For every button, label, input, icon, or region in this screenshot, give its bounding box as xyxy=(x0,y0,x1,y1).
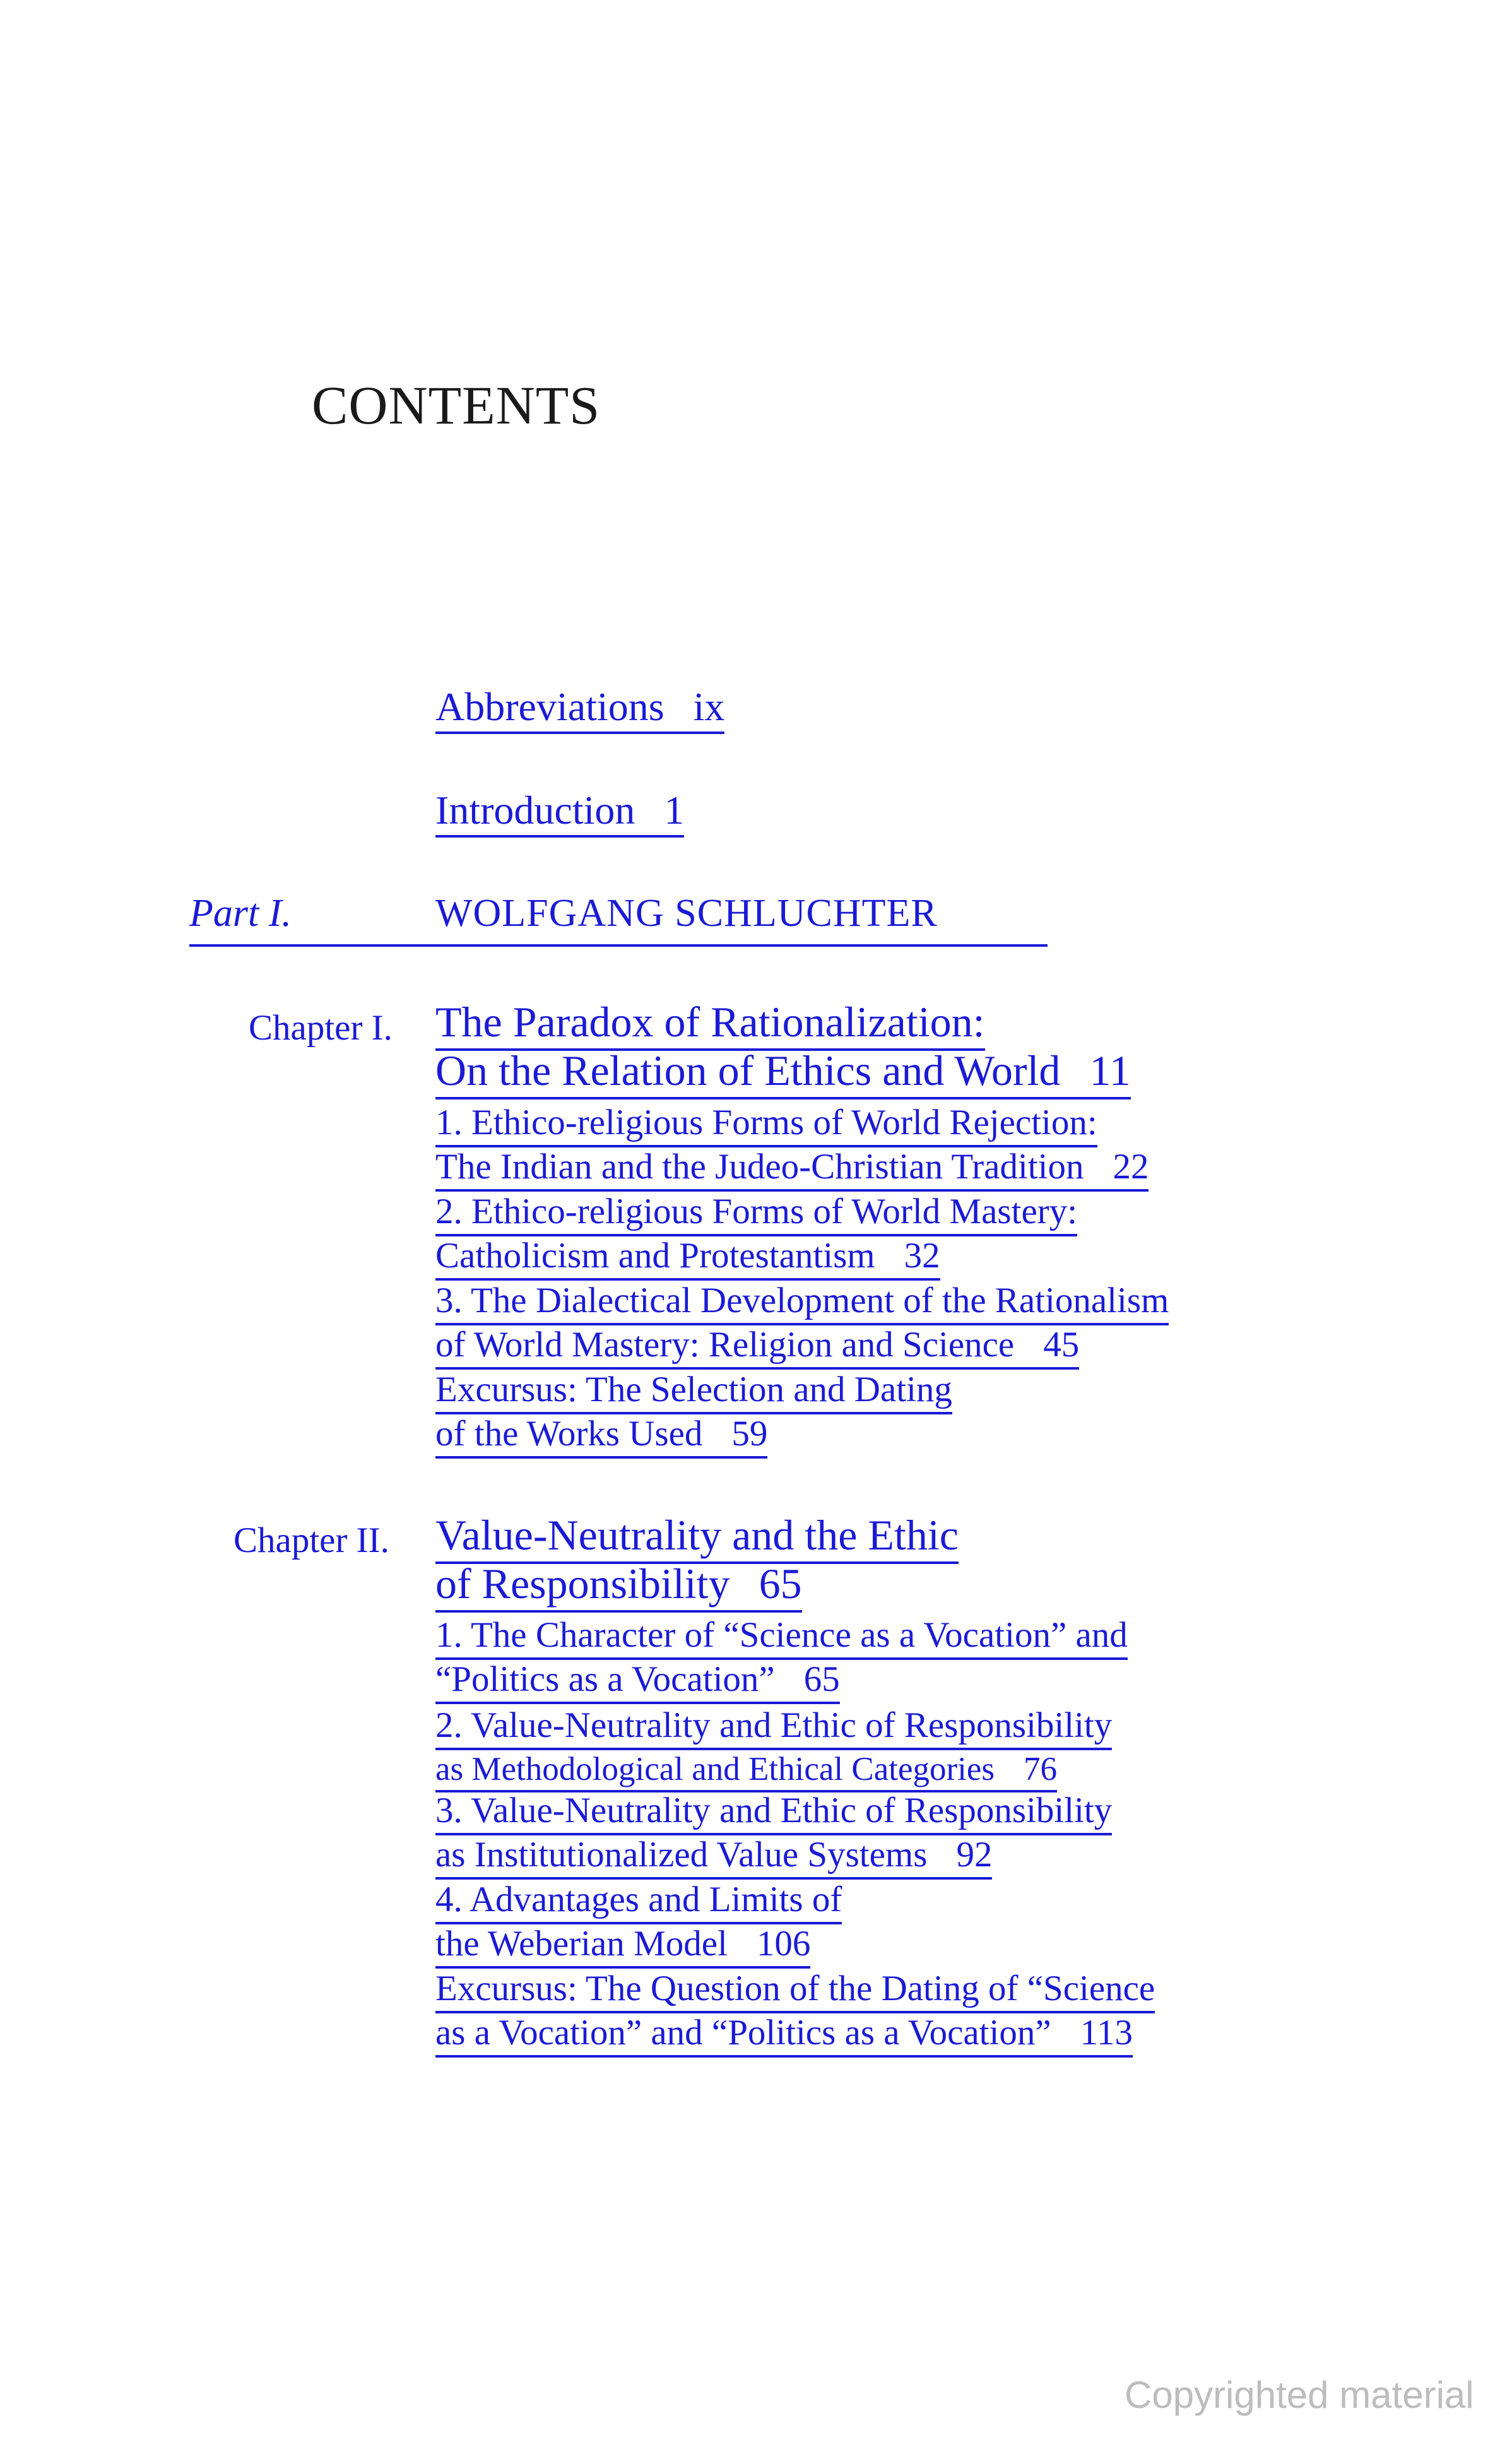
entry-title: “Politics as a Vocation” xyxy=(435,1659,775,1699)
entry-page: 11 xyxy=(1089,1046,1131,1094)
entry-page: 45 xyxy=(1043,1325,1080,1365)
toc-section-1-2-line-1[interactable]: 2. Ethico-religious Forms of World Mastery: xyxy=(435,1194,1077,1230)
chapter-1-title-line-2[interactable] xyxy=(435,1046,1131,1094)
toc-excursus-2-line-1[interactable]: Excursus: The Question of the Dating of “Science xyxy=(435,1970,1155,2006)
toc-section-2-3-line-2[interactable] xyxy=(435,1837,992,1873)
entry-title: as Institutionalized Value Systems xyxy=(435,1835,928,1875)
entry-page: 65 xyxy=(759,1560,802,1608)
part-title: WOLFGANG SCHLUCHTER xyxy=(435,892,938,935)
toc-section-2-4-line-2[interactable] xyxy=(435,1926,810,1962)
toc-section-2-3-line-1[interactable]: 3. Value-Neutrality and Ethic of Responsibility xyxy=(435,1792,1112,1828)
entry-page: ix xyxy=(693,684,725,729)
entry-title: of the Works Used xyxy=(435,1414,703,1454)
entry-page: 106 xyxy=(756,1924,811,1964)
toc-section-2-1-line-1[interactable]: 1. The Character of “Science as a Vocation” and xyxy=(435,1617,1128,1653)
chapter-1-title-line-1[interactable]: The Paradox of Rationalization: xyxy=(435,1000,985,1043)
toc-section-1-3-line-2[interactable] xyxy=(435,1327,1079,1363)
entry-title: of Responsibility xyxy=(435,1560,730,1608)
copyright-watermark: Copyrighted material xyxy=(1125,2374,1474,2416)
toc-section-2-2-line-2[interactable] xyxy=(435,1753,1057,1786)
chapter-1-label[interactable]: Chapter I. xyxy=(249,1008,393,1048)
toc-part-1[interactable] xyxy=(189,894,1048,947)
chapter-2-title-line-1[interactable]: Value-Neutrality and the Ethic xyxy=(435,1514,959,1556)
toc-section-2-1-line-2[interactable] xyxy=(435,1661,840,1697)
entry-page: 1 xyxy=(664,788,685,833)
entry-title: On the Relation of Ethics and World xyxy=(435,1046,1061,1094)
contents-heading: CONTENTS xyxy=(312,375,601,436)
chapter-2-label[interactable]: Chapter II. xyxy=(233,1520,389,1560)
part-label: Part I. xyxy=(189,892,292,935)
entry-title: the Weberian Model xyxy=(435,1924,728,1964)
toc-section-1-1-line-1[interactable]: 1. Ethico-religious Forms of World Rejection: xyxy=(435,1105,1097,1141)
toc-entry-introduction[interactable] xyxy=(435,790,684,831)
entry-title: as a Vocation” and “Politics as a Vocation” xyxy=(435,2013,1051,2053)
toc-section-2-4-line-1[interactable]: 4. Advantages and Limits of xyxy=(435,1881,842,1917)
entry-title: Abbreviations xyxy=(435,684,664,729)
entry-page: 59 xyxy=(731,1414,768,1454)
entry-page: 113 xyxy=(1080,2013,1133,2053)
chapter-2-title-line-2[interactable] xyxy=(435,1560,802,1608)
entry-title: Catholicism and Protestantism xyxy=(435,1236,875,1276)
toc-excursus-1-line-1[interactable]: Excursus: The Selection and Dating xyxy=(435,1372,952,1407)
entry-page: 22 xyxy=(1113,1147,1149,1187)
toc-excursus-1-line-2[interactable] xyxy=(435,1416,767,1452)
entry-title: of World Mastery: Religion and Science xyxy=(435,1325,1015,1365)
entry-page: 92 xyxy=(956,1835,993,1875)
toc-excursus-2-line-2[interactable] xyxy=(435,2015,1133,2051)
toc-section-2-2-line-1[interactable]: 2. Value-Neutrality and Ethic of Responsibility xyxy=(435,1707,1112,1743)
entry-page: 76 xyxy=(1024,1751,1058,1787)
toc-section-1-3-line-1[interactable]: 3. The Dialectical Development of the Rationalism xyxy=(435,1283,1169,1318)
toc-entry-abbreviations[interactable] xyxy=(435,684,725,729)
toc-section-1-1-line-2[interactable] xyxy=(435,1149,1149,1185)
entry-page: 32 xyxy=(904,1236,940,1276)
entry-title: Introduction xyxy=(435,788,635,833)
entry-page: 65 xyxy=(803,1659,840,1699)
entry-title: as Methodological and Ethical Categories xyxy=(435,1751,995,1787)
entry-title: The Indian and the Judeo-Christian Tradition xyxy=(435,1147,1084,1187)
toc-section-1-2-line-2[interactable] xyxy=(435,1238,940,1274)
